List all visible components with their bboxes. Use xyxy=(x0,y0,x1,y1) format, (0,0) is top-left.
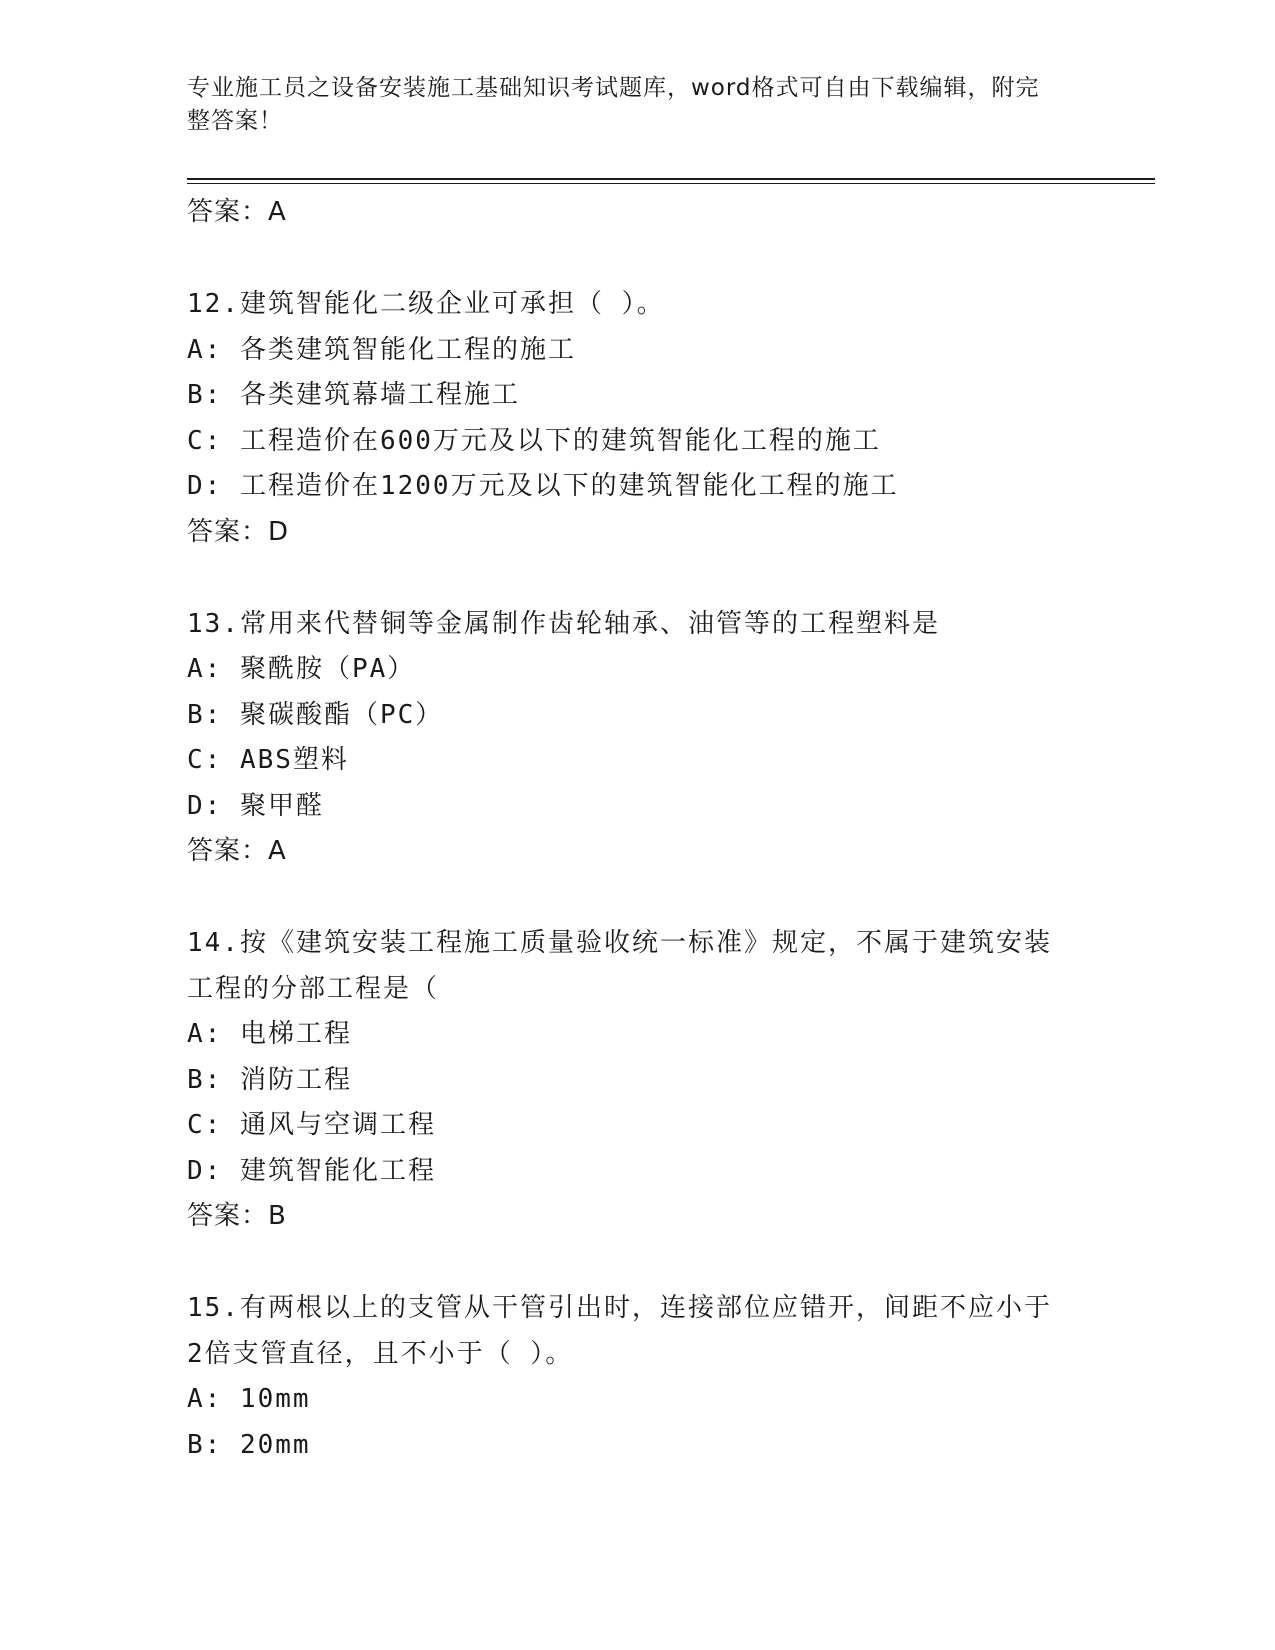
question-stem: 12.建筑智能化二级企业可承担（ ）。 xyxy=(187,289,665,319)
question-12 xyxy=(187,282,1087,554)
option-c: C: 工程造价在600万元及以下的建筑智能化工程的施工 xyxy=(187,425,881,456)
question-stem-line-2: 2倍支管直径，且不小于（ ）。 xyxy=(187,1338,574,1369)
spacer xyxy=(187,1238,1087,1286)
header-line-1: 专业施工员之设备安装施工基础知识考试题库，word格式可自由下载编辑，附完 xyxy=(187,75,1040,101)
option-b: B: 20mm xyxy=(187,1429,311,1460)
question-list xyxy=(187,190,1087,1468)
header-line-2: 整答案！ xyxy=(187,108,283,134)
header-rule-thin xyxy=(187,183,1155,184)
spacer xyxy=(187,554,1087,602)
header-rule-thick xyxy=(187,178,1155,180)
option-d: D: 聚甲醛 xyxy=(187,790,324,821)
option-a: A: 电梯工程 xyxy=(187,1019,352,1049)
answer-q11: 答案：A xyxy=(187,197,287,227)
option-d: D: 工程造价在1200万元及以下的建筑智能化工程的施工 xyxy=(187,471,899,501)
question-15 xyxy=(187,1286,1087,1468)
question-14 xyxy=(187,921,1087,1238)
answer-q12: 答案：D xyxy=(187,516,290,547)
question-stem-line-2: 工程的分部工程是（ xyxy=(187,973,440,1004)
answer-q14: 答案：B xyxy=(187,1201,287,1231)
option-a: A: 聚酰胺（PA） xyxy=(187,654,416,684)
question-stem: 13.常用来代替铜等金属制作齿轮轴承、油管等的工程塑料是 xyxy=(187,608,940,639)
question-stem-line-1: 15.有两根以上的支管从干管引出时，连接部位应错开，间距不应小于 xyxy=(187,1293,1052,1323)
question-stem-line-1: 14.按《建筑安装工程施工质量验收统一标准》规定，不属于建筑安装 xyxy=(187,928,1052,958)
option-b: B: 聚碳酸酯（PC） xyxy=(187,699,444,730)
option-b: B: 消防工程 xyxy=(187,1064,352,1095)
spacer xyxy=(187,234,1087,282)
option-a: A: 各类建筑智能化工程的施工 xyxy=(187,334,576,365)
document-header xyxy=(187,72,1067,138)
option-b: B: 各类建筑幕墙工程施工 xyxy=(187,380,520,410)
option-c: C: ABS塑料 xyxy=(187,745,349,775)
option-d: D: 建筑智能化工程 xyxy=(187,1155,436,1186)
answer-q13: 答案：A xyxy=(187,836,287,866)
question-13 xyxy=(187,602,1087,874)
option-c: C: 通风与空调工程 xyxy=(187,1110,436,1140)
option-a: A: 10mm xyxy=(187,1384,311,1414)
spacer xyxy=(187,873,1087,921)
